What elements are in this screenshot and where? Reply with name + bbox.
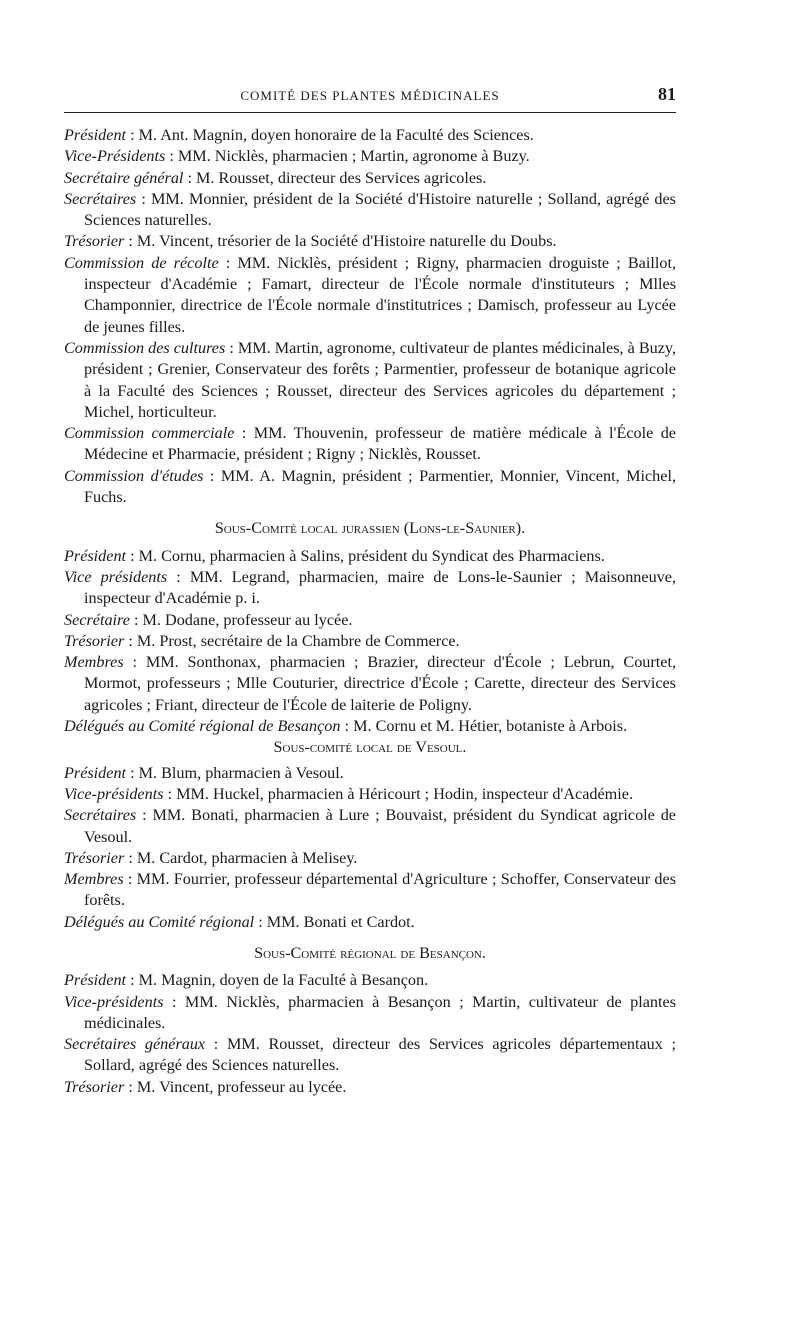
role-label: Commission de récolte xyxy=(64,253,219,272)
section-heading: Sous-Comité régional de Besançon. xyxy=(254,943,486,962)
entry-text: : MM. Nicklès, pharmacien à Besançon ; Martin, cultivateur de plantes médicinales. xyxy=(84,992,676,1032)
entry-text: : MM. Bonati, pharmacien à Lure ; Bouvaist, président du Syndicat agricole de Vesoul. xyxy=(84,806,676,846)
entry-text: : M. Blum, pharmacien à Vesoul. xyxy=(126,763,344,782)
role-label: Délégués au Comité régional xyxy=(64,912,255,931)
running-title: COMITÉ DES PLANTES MÉDICINALES xyxy=(240,88,500,103)
role-label: Membres xyxy=(64,653,124,672)
document-page xyxy=(64,82,676,1098)
entry-president xyxy=(64,763,676,784)
entry-text: : MM. Sonthonax, pharmacien ; Brazier, directeur d'École ; Lebrun, Courtet, Mormot, professeurs ; Mlle Couturier, directrice d'École ; Carette, directeur des Services agricoles ; Friant, directeur de l'École de laiterie de Poligny. xyxy=(84,653,676,714)
section-heading: Sous-comité local de Vesoul. xyxy=(273,738,467,757)
entry-secretaries-general xyxy=(64,1034,676,1077)
role-label: Commission d'études xyxy=(64,466,204,485)
entry-text: : MM. Fourrier, professeur départemental d'Agriculture ; Schoffer, Conservateur des forêts. xyxy=(84,870,676,910)
section-jura-subcommittee xyxy=(64,518,676,737)
entry-text: : MM. A. Magnin, président ; Parmentier, Monnier, Vincent, Michel, Fuchs. xyxy=(84,466,676,507)
role-label: Délégués au Comité régional de Besançon xyxy=(64,717,341,736)
role-label: Secrétaires généraux xyxy=(64,1035,206,1054)
role-label: Vice-Présidents xyxy=(64,147,166,166)
role-label: Secrétaire xyxy=(64,610,130,629)
role-label: Membres xyxy=(64,870,124,889)
entry-text: : M. Vincent, professeur au lycée. xyxy=(124,1077,347,1096)
role-label: Vice-présidents xyxy=(64,992,164,1011)
entry-members xyxy=(64,869,676,912)
entry-president xyxy=(64,970,676,991)
role-label: Président xyxy=(64,546,127,565)
entry-treasurer xyxy=(64,631,676,652)
entry-commercial-commission xyxy=(64,423,676,466)
entry-harvest-commission xyxy=(64,253,676,338)
role-label: Président xyxy=(64,971,127,990)
entry-vice-presidents xyxy=(64,784,676,805)
role-label: Commission commerciale xyxy=(64,424,235,443)
entry-text: : MM. Huckel, pharmacien à Héricourt ; Hodin, inspecteur d'Académie. xyxy=(163,784,634,803)
entry-text: : M. Dodane, professeur au lycée. xyxy=(129,610,353,629)
entry-treasurer xyxy=(64,1077,676,1098)
section-main-committee xyxy=(64,125,676,508)
role-label: Commission des cultures xyxy=(64,338,226,357)
entry-delegates xyxy=(64,716,676,737)
role-label: Secrétaires xyxy=(64,806,137,825)
entry-text: : M. Cornu, pharmacien à Salins, président du Syndicat des Pharmaciens. xyxy=(126,546,605,565)
entry-text: : M. Cornu et M. Hétier, botaniste à Arbois. xyxy=(340,717,628,736)
entry-text: : MM. Monnier, président de la Société d'Histoire naturelle ; Solland, agrégé des Sciences naturelles. xyxy=(84,189,676,230)
entry-text: : M. Ant. Magnin, doyen honoraire de la Faculté des Sciences. xyxy=(126,126,534,144)
section-heading: Sous-Comité local jurassien (Lons-le-Saunier). xyxy=(214,519,526,538)
entry-cultures-commission xyxy=(64,338,676,423)
entry-text: : MM. Martin, agronome, cultivateur de plantes médicinales, à Buzy, président ; Grenier, Conservateur des forêts ; Parmentier, professeur de botanique agricole à la Faculté des Sciences ; Rousset, directeur des Services agricoles du département ; Michel, horticulteur. xyxy=(84,338,677,421)
entry-text: : MM. Rousset, directeur des Services agricoles départementaux ; Sollard, agrégé des Sciences naturelles. xyxy=(84,1035,677,1075)
entry-secretary xyxy=(64,610,676,631)
role-label: Trésorier xyxy=(64,848,125,867)
entry-secretaries xyxy=(64,189,676,232)
entry-secretaries xyxy=(64,805,676,848)
role-label: Trésorier xyxy=(64,232,125,251)
entry-studies-commission xyxy=(64,466,676,509)
entry-text: : MM. Thouvenin, professeur de matière médicale à l'École de Médecine et Pharmacie, président ; Rigny ; Nicklès, Rousset. xyxy=(84,424,676,464)
entry-treasurer xyxy=(64,848,676,869)
role-label: Vice présidents xyxy=(64,567,168,586)
page-number: 81 xyxy=(658,84,676,104)
entry-text: : M. Rousset, directeur des Services agricoles. xyxy=(183,168,487,187)
entry-members xyxy=(64,652,676,716)
entry-text: : M. Vincent, trésorier de la Société d'Histoire naturelle du Doubs. xyxy=(124,232,557,251)
entry-text: : M. Cardot, pharmacien à Melisey. xyxy=(124,848,358,867)
entry-delegates xyxy=(64,912,676,933)
entry-vice-presidents xyxy=(64,567,676,610)
role-label: Président xyxy=(64,126,127,144)
entry-text: : MM. Legrand, pharmacien, maire de Lons-le-Saunier ; Maisonneuve, inspecteur d'Académie p. i. xyxy=(84,567,676,608)
role-label: Secrétaires xyxy=(64,189,137,208)
role-label: Vice-présidents xyxy=(64,784,164,803)
section-vesoul-subcommittee xyxy=(64,737,676,933)
entry-text: : M. Magnin, doyen de la Faculté à Besançon. xyxy=(126,971,429,990)
section-besancon-subcommittee xyxy=(64,943,676,1098)
role-label: Trésorier xyxy=(64,1077,125,1096)
entry-president xyxy=(64,125,676,146)
role-label: Secrétaire général xyxy=(64,168,184,187)
role-label: Président xyxy=(64,763,127,782)
entry-vice-presidents xyxy=(64,146,676,167)
entry-text: : MM. Nicklès, pharmacien ; Martin, agronome à Buzy. xyxy=(165,147,530,166)
running-header xyxy=(64,82,676,113)
entry-text: : MM. Nicklès, président ; Rigny, pharmacien droguiste ; Baillot, inspecteur d'Académie ; Famart, directeur de l'École normale d'instituteurs ; Mlles Champonnier, directrice de l'École normale d'institutrices ; Damisch, professeur au Lycée de jeunes filles. xyxy=(84,253,676,336)
entry-vice-presidents xyxy=(64,992,676,1035)
entry-treasurer xyxy=(64,231,676,252)
entry-text: : M. Prost, secrétaire de la Chambre de Commerce. xyxy=(124,631,460,650)
entry-president xyxy=(64,546,676,567)
document-body xyxy=(64,125,676,1098)
entry-secretary-general xyxy=(64,168,676,189)
role-label: Trésorier xyxy=(64,631,125,650)
entry-text: : MM. Bonati et Cardot. xyxy=(254,912,415,931)
